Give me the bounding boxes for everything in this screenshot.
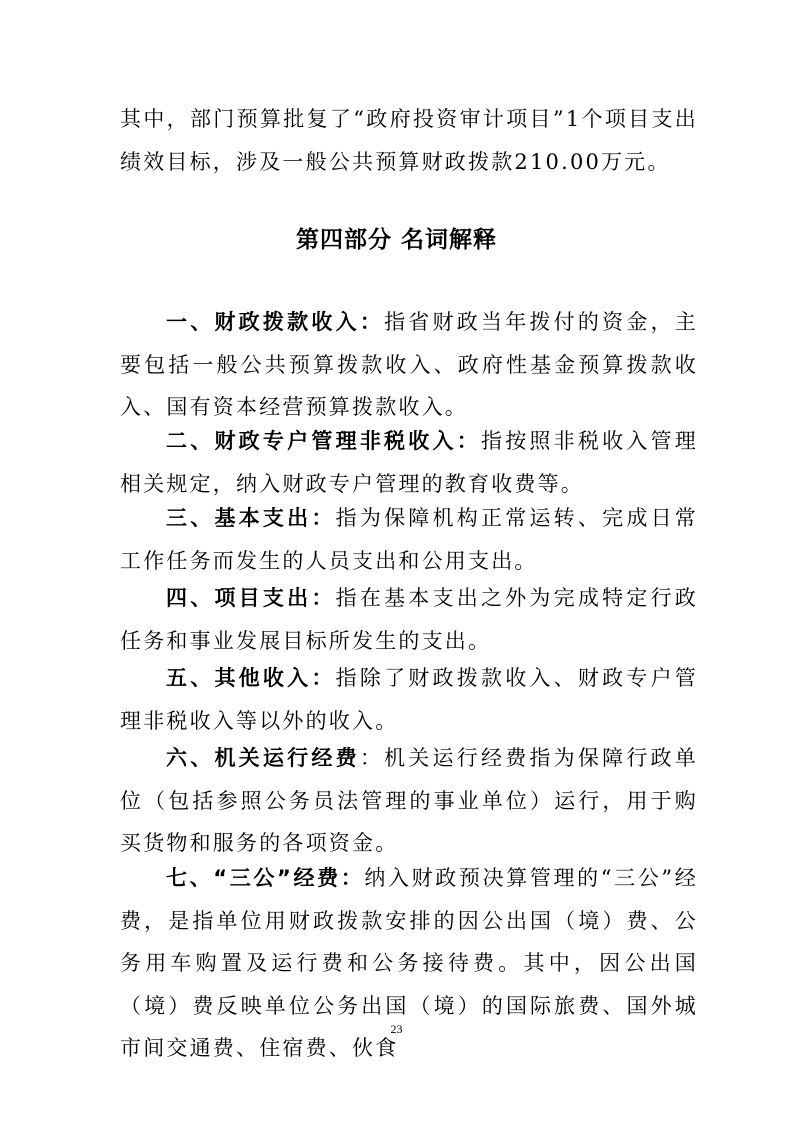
term-paragraph-4: [120, 577, 698, 662]
term-paragraph-7: [120, 857, 698, 1070]
intro-text: 其中，部门预算批复了“政府投资审计项目”1个项目支出绩效目标，涉及一般公共预算财政拨款210.00万元。: [120, 107, 698, 174]
term-paragraph-2: [120, 420, 698, 505]
term-lead-4: 四、项目支出：: [166, 586, 336, 610]
term-text-6: ：机关运行经费指为保障行政单位（包括参照公务员法管理的事业单位）运行，用于购买货物和服务的各项资金。: [120, 746, 698, 855]
term-lead-7: 七、“三公”经费：: [166, 866, 365, 890]
page-number: 23: [390, 1022, 403, 1036]
term-paragraph-1: [120, 301, 698, 429]
term-text-4: 指在基本支出之外为完成特定行政任务和事业发展目标所发生的支出。: [120, 586, 699, 653]
term-lead-6: 六、机关运行经费: [166, 746, 360, 770]
term-paragraph-3: [120, 497, 698, 582]
term-text-5: 指除了财政拨款收入、财政专户管理非税收入等以外的收入。: [120, 666, 699, 733]
term-paragraph-6: [120, 737, 698, 865]
term-text-7: 纳入财政预决算管理的“三公”经费，是指单位用财政拨款安排的因公出国（境）费、公务用车购置及运行费和公务接待费。其中，因公出国（境）费反映单位公务出国（境）的国际旅费、国外城市间交通费、住宿费、伙食: [120, 866, 698, 1060]
term-lead-1: 一、财政拨款收入：: [166, 310, 385, 334]
term-paragraph-5: [120, 657, 698, 742]
term-text-3: 指为保障机构正常运转、完成日常工作任务而发生的人员支出和公用支出。: [120, 506, 699, 573]
term-text-2: 指按照非税收入管理相关规定，纳入财政专户管理的教育收费等。: [120, 429, 698, 496]
intro-paragraph: [120, 98, 698, 183]
section-title: 第四部分 名词解释: [295, 227, 497, 253]
term-text-1: 指省财政当年拨付的资金，主要包括一般公共预算拨款收入、政府性基金预算拨款收入、国有资本经营预算拨款收入。: [120, 310, 698, 419]
term-lead-2: 二、财政专户管理非税收入：: [166, 429, 481, 453]
term-lead-3: 三、基本支出：: [166, 506, 336, 530]
term-lead-5: 五、其他收入：: [166, 666, 336, 690]
